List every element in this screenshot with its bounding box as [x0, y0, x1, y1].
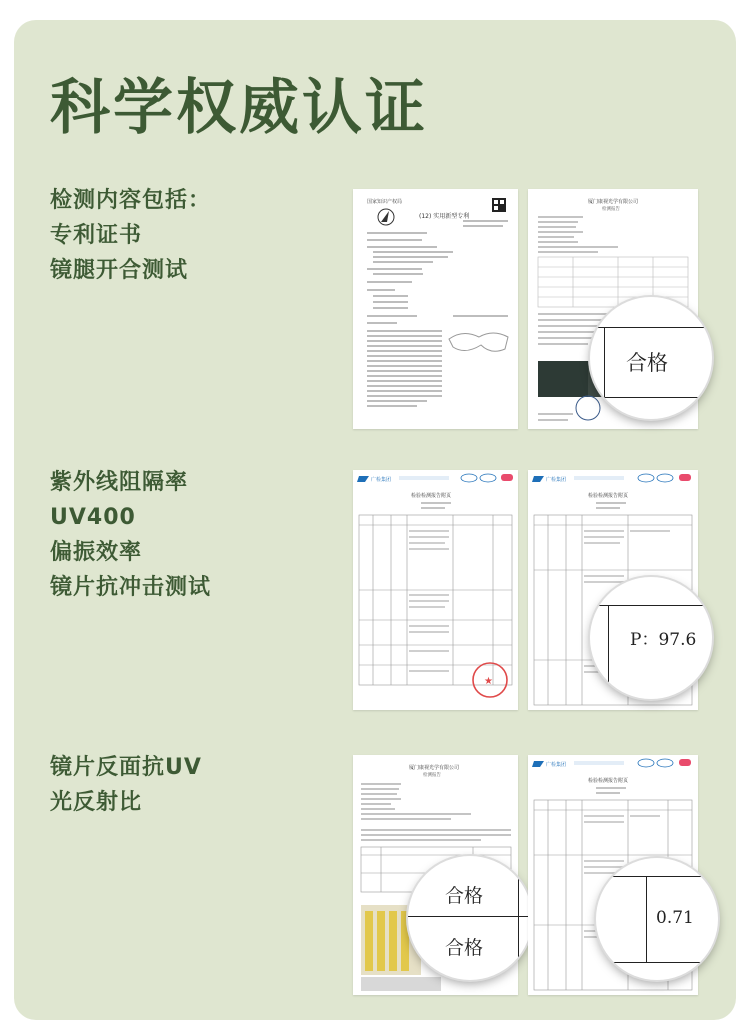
test-report-image-2: [353, 470, 518, 710]
group-3-item-2: 光反射比: [50, 790, 143, 815]
report5-subtitle: 检验检测报告附页: [588, 778, 629, 784]
group-uv-tests: [50, 465, 211, 605]
magnified-qualified-text-3: 合格: [445, 937, 484, 959]
group-1-item-1: 检测内容包括：: [50, 188, 212, 213]
patent-authority: 国家知识产权局: [367, 199, 403, 205]
magnified-qualified-text-1: 合格: [626, 351, 668, 375]
group-1-item-2: 专利证书: [50, 223, 143, 248]
report2-subtitle: 检验检测报告附页: [411, 493, 452, 499]
report5-org: 广检集团: [546, 762, 567, 768]
svg-text:★: ★: [484, 676, 493, 687]
patent-certificate-image: [353, 189, 518, 429]
magnified-polarization-text: P：97.6: [630, 630, 697, 650]
group-reflection-tests: [50, 750, 202, 820]
group-2-item-1: 紫外线阻隔率: [50, 470, 189, 495]
group-2-item-2: UV400: [50, 505, 136, 530]
patent-type: (12) 实用新型专利: [419, 213, 470, 220]
magnifier-polarization-value: [590, 577, 712, 699]
report3-org: 广检集团: [546, 477, 567, 483]
magnified-qualified-text-2: 合格: [445, 885, 484, 907]
report3-subtitle: 检验检测报告附页: [588, 493, 629, 499]
report1-subtitle: 检测报告: [602, 207, 620, 212]
report1-company: 厦门康视光学有限公司: [588, 199, 639, 205]
report2-org: 广检集团: [371, 477, 392, 483]
report4-company: 厦门康视光学有限公司: [409, 765, 460, 771]
group-patent-tests: [50, 183, 211, 288]
group-1-item-3: 镜腿开合测试: [50, 258, 189, 283]
magnifier-reflectance-value: [596, 858, 718, 980]
magnifier-qualified-2: [408, 856, 532, 980]
magnifier-qualified-1: [590, 297, 712, 419]
group-2-item-3: 偏振效率: [50, 540, 143, 565]
magnified-reflectance-text: 0.71: [656, 908, 694, 928]
page-title: 科学权威认证: [50, 73, 428, 143]
group-3-item-1: 镜片反面抗UV: [50, 755, 202, 780]
report4-subtitle: 检测报告: [423, 773, 441, 778]
group-2-item-4: 镜片抗冲击测试: [50, 575, 212, 600]
